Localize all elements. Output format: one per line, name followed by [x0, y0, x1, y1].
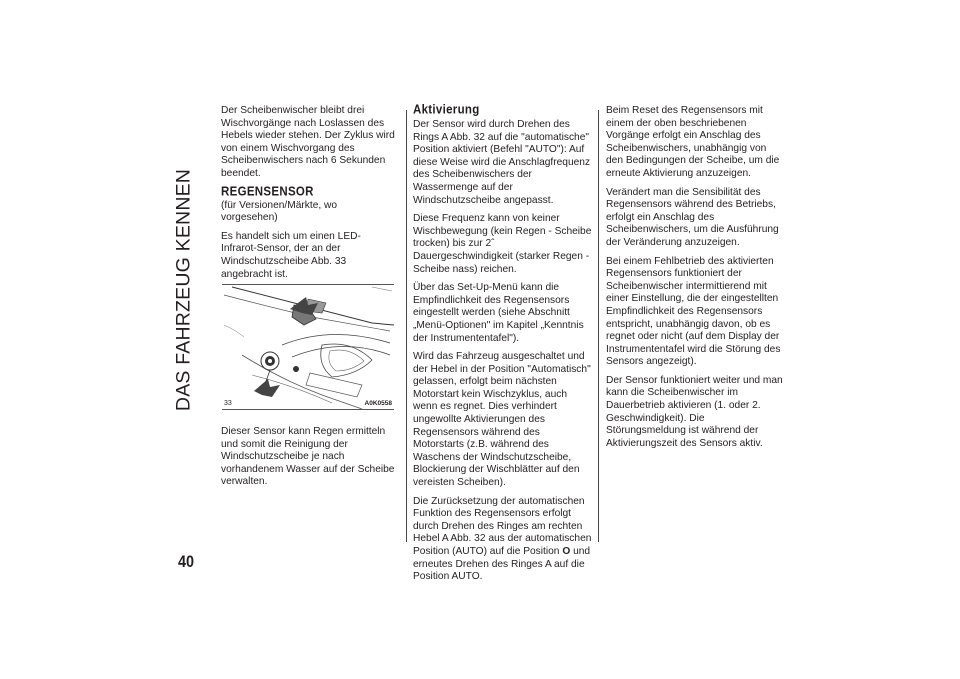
reset-paragraph: Beim Reset des Regensensors mit einem der oben beschriebenen Vorgänge erfolgt ein Anschlag des Scheibenwischers, unabhängig von den Bedingungen der Scheibe, um die erneute Aktivierung anzuzeigen. [606, 105, 780, 179]
column-divider-1 [406, 110, 407, 542]
rain-sensor-illustration [222, 285, 394, 409]
sensitivity-paragraph: Verändert man die Sensibilität des Regensensors während des Betriebs, erfolgt ein Anschlag des Scheibenwischers, um die Ausführung der Veränderung anzuzeigen. [606, 186, 779, 248]
position-o-symbol: O [562, 546, 571, 557]
section-heading-regensensor: REGENSENSOR [221, 185, 314, 199]
activation-paragraph-2: Diese Frequenz kann von keiner Wischbewegung (kein Regen - Scheibe trocken) bis zur 2ˆ Dauergeschwindigkeit (starker Regen - Scheibe nass) reichen. [413, 213, 592, 275]
column-left-lower [221, 426, 396, 489]
figure-rain-sensor [222, 284, 394, 410]
page-number: 40 [178, 552, 195, 571]
intro-paragraph: Der Scheibenwischer bleibt drei Wischvorgänge nach Loslassen des Hebels wieder stehen. Der Zyklus wird von einem Wischvorgang des Scheibenwischers nach 6 Sekunden beendet. [221, 105, 395, 179]
column-right [606, 105, 786, 456]
continued-operation-paragraph: Der Sensor funktioniert weiter und man kann die Scheibenwischer im Dauerbetrieb aktivieren (1. oder 2. Geschwindigkeit). Die Störungsmeldung ist während der Aktivierungszeit des Sensors aktiv. [606, 374, 783, 449]
column-middle [413, 105, 593, 590]
section-heading-aktivierung: Aktivierung [413, 103, 480, 117]
column-left [221, 105, 396, 287]
reset-text-end: und erneutes Drehen des Ringes A auf die Position AUTO. [413, 546, 591, 583]
activation-paragraph-4: Wird das Fahrzeug ausgeschaltet und der Hebel in der Position "Automatisch" gelassen, erfolgt beim nächsten Motorstart kein Wischzyklus, auch wenn es regnet. Dies verhindert ungewollte Aktivierungen des Regensensors während des Motorstarts (z.B. während des Waschens der Windschutzscheibe, Blockierung der Wischblätter auf den vereisten Scheiben). [413, 351, 591, 489]
column-divider-2 [598, 110, 599, 542]
activation-paragraph-1: Der Sensor wird durch Drehen des Rings A Abb. 32 auf die "automatische" Position aktiviert (Befehl "AUTO"): Auf diese Weise wird die Anschlagfrequenz des Scheibenwischers der Wassermenge auf der Windschutzscheibe angepasst. [413, 119, 591, 206]
section-title-text: DAS FAHRZEUG KENNEN [172, 168, 195, 412]
figure-number: 33 [224, 400, 232, 407]
malfunction-paragraph: Bei einem Fehlbetrieb des aktivierten Regensensors funktioniert der Scheibenwischer intermittierend mit einer Einstellung, die der eingestellten Empfindlichkeit des Regensensors entspricht, unabhängig davon, ob es regnet oder nicht (auf dem Display der Instrumententafel wird die Störung des Sensors angezeigt). [606, 255, 781, 368]
availability-note: (für Versionen/Märkte, wo vorgesehen) [221, 199, 338, 224]
figure-code: A0K0558 [364, 400, 392, 407]
sensor-description: Es handelt sich um einen LED-Infrarot-Sensor, der an der Windschutzscheibe Abb. 33 angebracht ist. [221, 230, 361, 280]
activation-paragraph-5 [413, 496, 593, 584]
sensor-function-paragraph: Dieser Sensor kann Regen ermitteln und somit die Reinigung der Windschutzscheibe je nach vorhandenem Wasser auf der Scheibe verwalten. [221, 426, 395, 488]
activation-paragraph-3: Über das Set-Up-Menü kann die Empfindlichkeit des Regensensors eingestellt werden (siehe Abschnitt „Menü-Optionen" im Kapitel „Kenntnis der Instrumententafel"). [413, 282, 584, 344]
reset-text-start: Die Zurücksetzung der automatischen Funktion des Regensensors erfolgt durch Drehen des Ringes am rechten Hebel A Abb. 32 aus der automatischen Position (AUTO) auf die Position [413, 495, 592, 557]
